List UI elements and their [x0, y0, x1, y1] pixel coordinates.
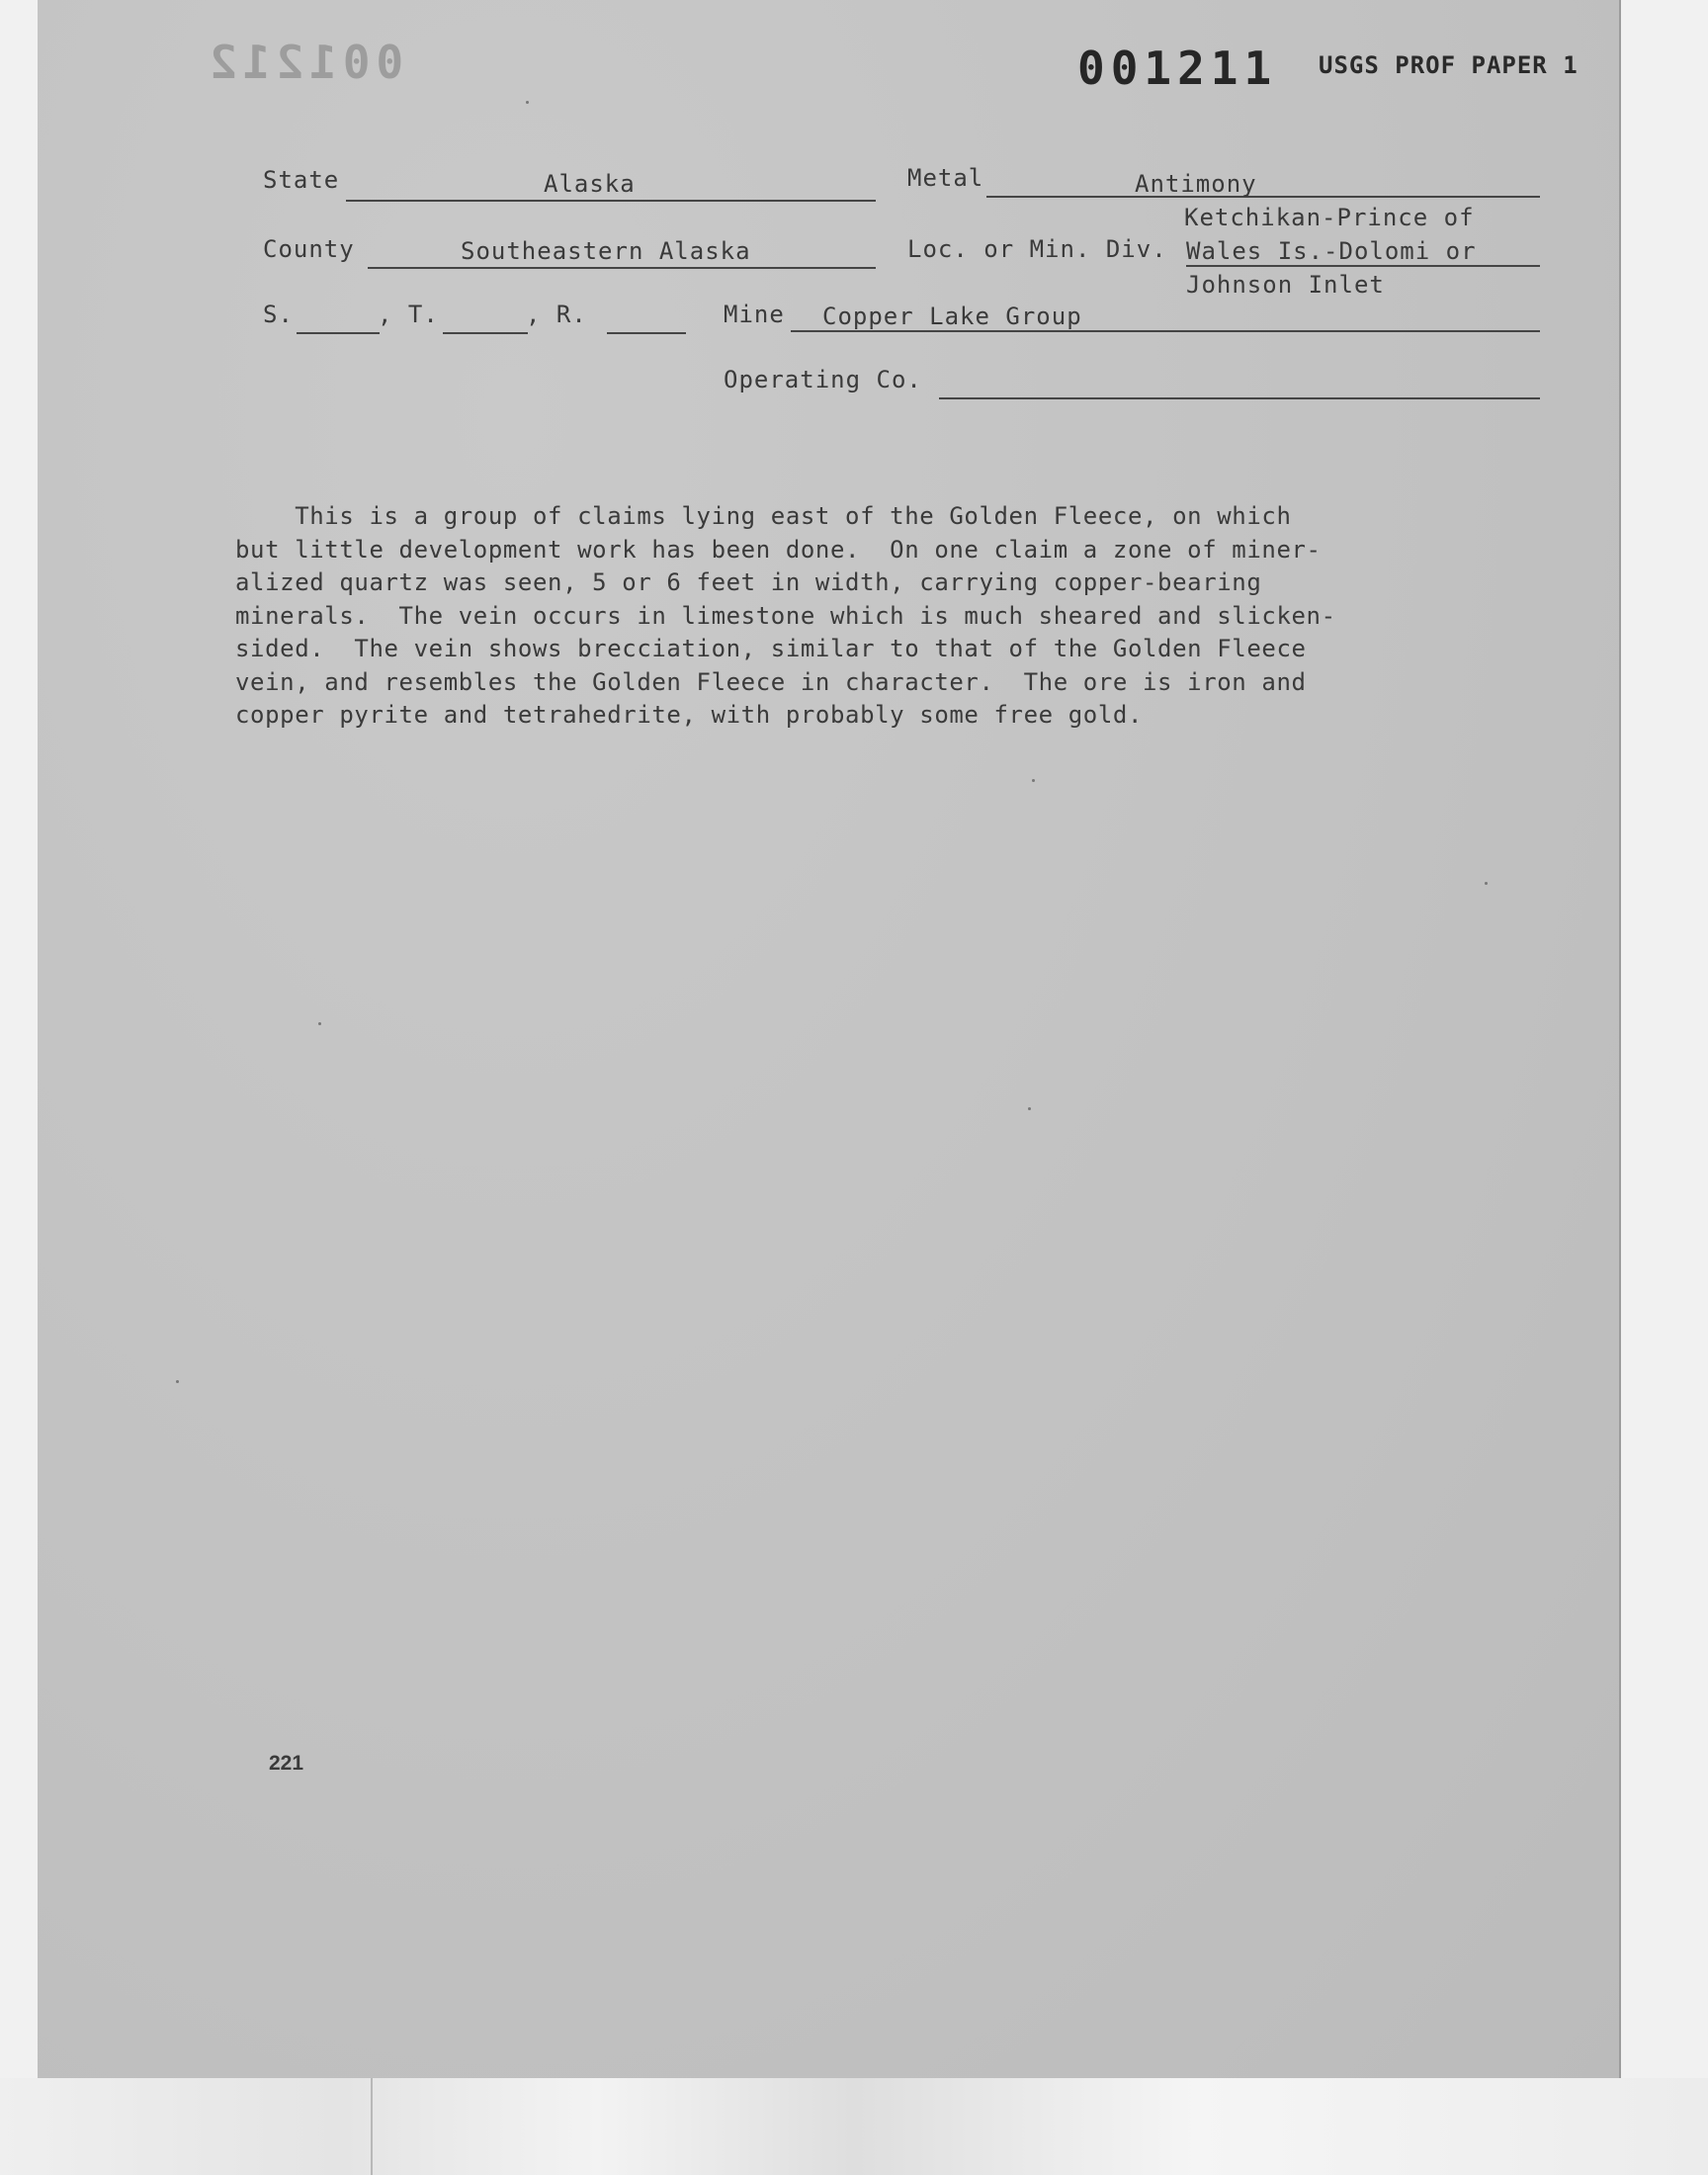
description-line: copper pyrite and tetrahedrite, with probably some free gold.	[235, 701, 1144, 729]
description-line: but little development work has been done. On one claim a zone of miner-	[235, 535, 1322, 564]
metal-underline	[986, 196, 1540, 198]
operating-company-label: Operating Co.	[724, 366, 922, 393]
township-underline	[443, 332, 528, 334]
division-value-line2: Wales Is.-Dolomi or	[1186, 237, 1477, 265]
mine-underline	[791, 330, 1540, 332]
section-underline	[297, 332, 380, 334]
description-line: This is a group of claims lying east of the Golden Fleece, on which	[235, 502, 1292, 530]
range-underline	[607, 332, 686, 334]
description-line: alized quartz was seen, 5 or 6 feet in width, carrying copper-bearing	[235, 568, 1262, 596]
scan-speck	[176, 1380, 179, 1383]
mine-value: Copper Lake Group	[822, 303, 1082, 330]
scan-speck	[1032, 779, 1035, 782]
scan-speck	[318, 1022, 321, 1025]
bleed-through-number: 001212	[204, 36, 404, 89]
state-value: Alaska	[544, 170, 636, 198]
scanner-edge-line	[371, 2078, 373, 2175]
description-line: vein, and resembles the Golden Fleece in character. The ore is iron and	[235, 667, 1307, 696]
section-label: S.	[263, 301, 294, 328]
page-number: 221	[269, 1752, 304, 1775]
scan-speck	[526, 101, 529, 104]
range-label: , R.	[526, 301, 587, 328]
division-value-line1: Ketchikan-Prince of	[1184, 204, 1475, 231]
township-label: , T.	[378, 301, 439, 328]
document-number: 001211	[1077, 42, 1278, 95]
metal-value: Antimony	[1135, 170, 1257, 198]
scan-speck	[1485, 882, 1488, 885]
metal-label: Metal	[907, 164, 984, 192]
division-label: Loc. or Min. Div.	[907, 235, 1167, 263]
document-page	[38, 0, 1619, 2078]
state-underline	[346, 200, 876, 202]
scan-speck	[1028, 1107, 1031, 1110]
division-value-line3: Johnson Inlet	[1186, 271, 1385, 299]
description-line: sided. The vein shows brecciation, similar to that of the Golden Fleece	[235, 635, 1307, 662]
scanner-background	[0, 2078, 1708, 2175]
state-label: State	[263, 166, 340, 194]
reference-code: USGS PROF PAPER 1	[1319, 51, 1579, 79]
division-underline	[1186, 265, 1540, 267]
description-paragraph	[235, 500, 1491, 733]
county-underline	[368, 267, 876, 269]
county-value: Southeastern Alaska	[461, 237, 751, 265]
mine-label: Mine	[724, 301, 785, 328]
operating-company-underline	[939, 397, 1540, 399]
description-line: minerals. The vein occurs in limestone which is much sheared and slicken-	[235, 601, 1336, 630]
county-label: County	[263, 235, 355, 263]
